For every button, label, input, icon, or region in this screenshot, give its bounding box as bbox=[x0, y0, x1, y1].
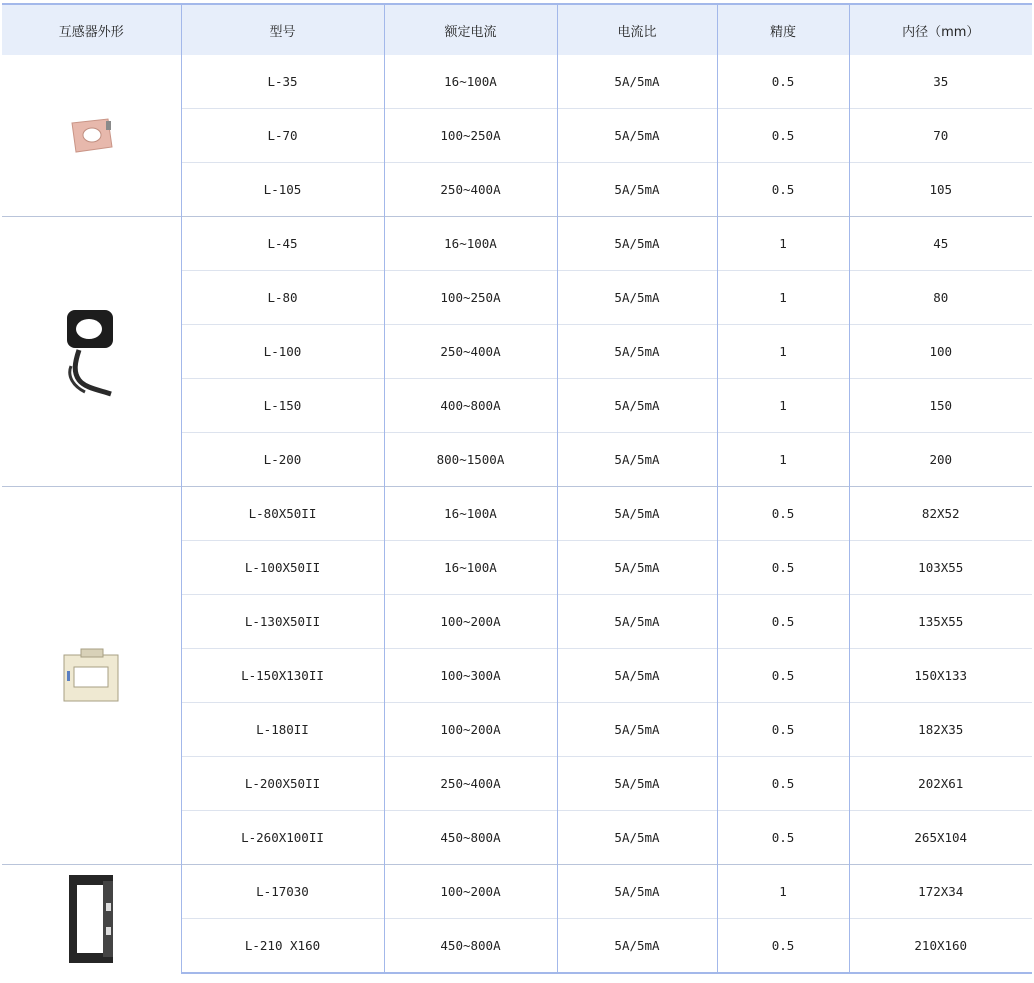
rated-current-cell: 250~400A bbox=[384, 757, 557, 811]
current-ratio-cell: 5A/5mA bbox=[557, 163, 717, 217]
current-ratio-cell: 5A/5mA bbox=[557, 919, 717, 974]
rated-current-cell: 100~250A bbox=[384, 109, 557, 163]
current-ratio-cell: 5A/5mA bbox=[557, 433, 717, 487]
accuracy-cell: 0.5 bbox=[717, 757, 849, 811]
model-cell: L-80X50II bbox=[181, 487, 384, 541]
black-round-ct-image bbox=[2, 306, 181, 398]
rated-current-cell: 100~250A bbox=[384, 271, 557, 325]
inner-diameter-cell: 172X34 bbox=[849, 865, 1032, 919]
inner-diameter-cell: 103X55 bbox=[849, 541, 1032, 595]
model-cell: L-150 bbox=[181, 379, 384, 433]
accuracy-cell: 0.5 bbox=[717, 919, 849, 974]
table-row bbox=[2, 487, 1032, 541]
rated-current-cell: 250~400A bbox=[384, 163, 557, 217]
shape-cell bbox=[2, 865, 181, 974]
inner-diameter-cell: 82X52 bbox=[849, 487, 1032, 541]
rated-current-cell: 16~100A bbox=[384, 217, 557, 271]
table-row bbox=[2, 55, 1032, 109]
accuracy-cell: 1 bbox=[717, 865, 849, 919]
inner-diameter-cell: 45 bbox=[849, 217, 1032, 271]
header-accuracy: 精度 bbox=[717, 4, 849, 55]
accuracy-cell: 1 bbox=[717, 325, 849, 379]
current-ratio-cell: 5A/5mA bbox=[557, 487, 717, 541]
inner-diameter-cell: 182X35 bbox=[849, 703, 1032, 757]
current-ratio-cell: 5A/5mA bbox=[557, 541, 717, 595]
transformer-spec-table bbox=[2, 3, 1032, 974]
rated-current-cell: 450~800A bbox=[384, 811, 557, 865]
current-ratio-cell: 5A/5mA bbox=[557, 109, 717, 163]
inner-diameter-cell: 200 bbox=[849, 433, 1032, 487]
header-inner-diameter: 内径（mm） bbox=[849, 4, 1032, 55]
model-cell: L-200X50II bbox=[181, 757, 384, 811]
inner-diameter-cell: 150 bbox=[849, 379, 1032, 433]
inner-diameter-cell: 135X55 bbox=[849, 595, 1032, 649]
accuracy-cell: 1 bbox=[717, 217, 849, 271]
inner-diameter-cell: 150X133 bbox=[849, 649, 1032, 703]
accuracy-cell: 0.5 bbox=[717, 109, 849, 163]
accuracy-cell: 0.5 bbox=[717, 811, 849, 865]
pink-square-ct-image bbox=[2, 117, 181, 155]
model-cell: L-180II bbox=[181, 703, 384, 757]
model-cell: L-260X100II bbox=[181, 811, 384, 865]
table-row bbox=[2, 217, 1032, 271]
current-ratio-cell: 5A/5mA bbox=[557, 55, 717, 109]
model-cell: L-105 bbox=[181, 163, 384, 217]
current-ratio-cell: 5A/5mA bbox=[557, 271, 717, 325]
inner-diameter-cell: 35 bbox=[849, 55, 1032, 109]
current-ratio-cell: 5A/5mA bbox=[557, 703, 717, 757]
model-cell: L-130X50II bbox=[181, 595, 384, 649]
current-ratio-cell: 5A/5mA bbox=[557, 595, 717, 649]
black-frame-ct-image bbox=[2, 873, 181, 965]
accuracy-cell: 1 bbox=[717, 271, 849, 325]
model-cell: L-210 X160 bbox=[181, 919, 384, 974]
shape-cell bbox=[2, 217, 181, 487]
rated-current-cell: 450~800A bbox=[384, 919, 557, 974]
accuracy-cell: 0.5 bbox=[717, 703, 849, 757]
rated-current-cell: 100~200A bbox=[384, 595, 557, 649]
inner-diameter-cell: 80 bbox=[849, 271, 1032, 325]
table-row bbox=[2, 865, 1032, 919]
rated-current-cell: 16~100A bbox=[384, 55, 557, 109]
accuracy-cell: 0.5 bbox=[717, 541, 849, 595]
header-model: 型号 bbox=[181, 4, 384, 55]
inner-diameter-cell: 210X160 bbox=[849, 919, 1032, 974]
rated-current-cell: 100~300A bbox=[384, 649, 557, 703]
header-current-ratio: 电流比 bbox=[557, 4, 717, 55]
header-shape: 互感器外形 bbox=[2, 4, 181, 55]
model-cell: L-100 bbox=[181, 325, 384, 379]
accuracy-cell: 1 bbox=[717, 433, 849, 487]
model-cell: L-100X50II bbox=[181, 541, 384, 595]
accuracy-cell: 0.5 bbox=[717, 487, 849, 541]
model-cell: L-80 bbox=[181, 271, 384, 325]
current-ratio-cell: 5A/5mA bbox=[557, 325, 717, 379]
model-cell: L-45 bbox=[181, 217, 384, 271]
accuracy-cell: 0.5 bbox=[717, 163, 849, 217]
inner-diameter-cell: 105 bbox=[849, 163, 1032, 217]
accuracy-cell: 1 bbox=[717, 379, 849, 433]
rated-current-cell: 100~200A bbox=[384, 703, 557, 757]
rated-current-cell: 100~200A bbox=[384, 865, 557, 919]
rated-current-cell: 16~100A bbox=[384, 487, 557, 541]
beige-rect-ct-image bbox=[2, 647, 181, 705]
header-rated-current: 额定电流 bbox=[384, 4, 557, 55]
inner-diameter-cell: 100 bbox=[849, 325, 1032, 379]
accuracy-cell: 0.5 bbox=[717, 649, 849, 703]
inner-diameter-cell: 202X61 bbox=[849, 757, 1032, 811]
rated-current-cell: 250~400A bbox=[384, 325, 557, 379]
shape-cell bbox=[2, 55, 181, 217]
rated-current-cell: 16~100A bbox=[384, 541, 557, 595]
model-cell: L-150X130II bbox=[181, 649, 384, 703]
current-ratio-cell: 5A/5mA bbox=[557, 811, 717, 865]
rated-current-cell: 400~800A bbox=[384, 379, 557, 433]
header-row bbox=[2, 4, 1032, 55]
current-ratio-cell: 5A/5mA bbox=[557, 757, 717, 811]
model-cell: L-17030 bbox=[181, 865, 384, 919]
model-cell: L-200 bbox=[181, 433, 384, 487]
shape-cell bbox=[2, 487, 181, 865]
model-cell: L-70 bbox=[181, 109, 384, 163]
rated-current-cell: 800~1500A bbox=[384, 433, 557, 487]
current-ratio-cell: 5A/5mA bbox=[557, 217, 717, 271]
inner-diameter-cell: 70 bbox=[849, 109, 1032, 163]
current-ratio-cell: 5A/5mA bbox=[557, 865, 717, 919]
accuracy-cell: 0.5 bbox=[717, 595, 849, 649]
current-ratio-cell: 5A/5mA bbox=[557, 379, 717, 433]
current-ratio-cell: 5A/5mA bbox=[557, 649, 717, 703]
accuracy-cell: 0.5 bbox=[717, 55, 849, 109]
model-cell: L-35 bbox=[181, 55, 384, 109]
inner-diameter-cell: 265X104 bbox=[849, 811, 1032, 865]
